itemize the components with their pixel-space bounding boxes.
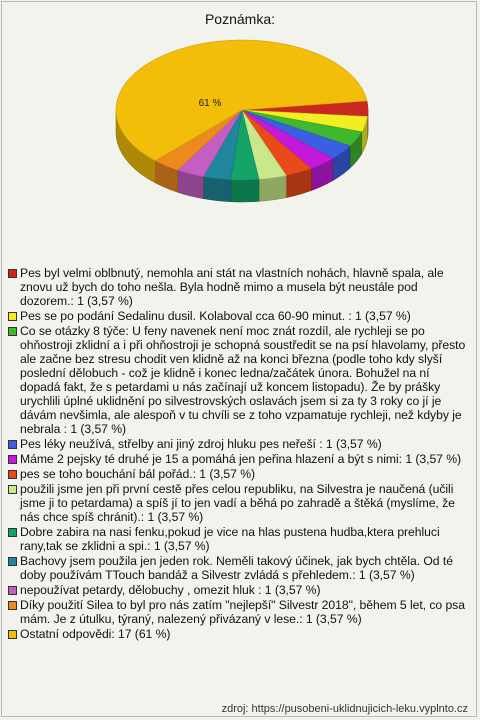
pie-slice-side (203, 177, 231, 202)
legend-swatch (8, 470, 17, 479)
legend-swatch (8, 586, 17, 595)
legend-swatch (8, 312, 17, 321)
legend-swatch (8, 528, 17, 537)
pie-chart (0, 30, 480, 250)
legend-label: Dobre zabira na nasi fenku,pokud je vice na hlas pustena hudba,ktera prehluci rany,tak se zklidni a spi.: 1 (3,57 %) (20, 525, 440, 553)
legend-item (8, 627, 472, 641)
legend-item (8, 324, 472, 436)
pie-slice-side (231, 179, 259, 202)
legend-item (8, 309, 472, 323)
legend-label: Pes léky neužívá, střelby ani jiný zdroj hluku pes neřeší : 1 (3,57 %) (20, 437, 382, 451)
legend-label: použili jsme jen při první cestě přes celou republiku, na Silvestra je naučená (učili jsme ji to petardama) a spíš jí to jen vadí a běhá po zahradě a štěká (myslíme, že nás chce spíš chránit).: 1 (3,57 %) (20, 482, 455, 524)
legend-item (8, 554, 472, 582)
legend-swatch (8, 455, 17, 464)
legend-swatch (8, 485, 17, 494)
legend-item (8, 467, 472, 481)
legend-item (8, 437, 472, 451)
legend-label: nepoužívat petardy, dělobuchy , omezit hluk : 1 (3,57 %) (20, 583, 321, 597)
legend (8, 266, 472, 642)
legend-label: Co se otázky 8 týče: U feny navenek není moc znát rozdíl, ale rychleji se po ohňostroji zklidní a i při ohňostroji je schopná soustředit se na psí hlavolamy, přesto ale začne bez stresu chodit ven klidně až na konci března (podle toho kdy slyší poslední dělobuch - což je klidně i konec ledna/začátek února. Bohužel na ní dopadá fakt, že s petardami u nás začínají už koncem listopadu). Že by prášky urychlili úplné uklidnění po silvestrovských oslavách jsem si za ty 3 roky co jí je dávám nevšimla, ale alespoň v tu chvíli se z toho vzpamatuje rychleji, než kdyby je nebrala : 1 (3,57 %) (20, 324, 466, 436)
legend-swatch (8, 440, 17, 449)
pie-data-label: 61 % (198, 98, 222, 109)
legend-item (8, 598, 472, 626)
legend-label: Díky použití Silea to byl pro nás zatím "nejlepší" Silvestr 2018", během 5 let, co psa mám. Je z útulku, týraný, nalezený přivázaný v lese.: 1 (3,57 %) (20, 598, 465, 626)
legend-label: Máme 2 pejsky té druhé je 15 a pomáhá jen peřina hlazení a být s nimi: 1 (3,57 %) (20, 452, 462, 466)
legend-swatch (8, 630, 17, 639)
legend-item (8, 482, 472, 524)
legend-swatch (8, 557, 17, 566)
legend-label: Ostatní odpovědi: 17 (61 %) (20, 627, 171, 641)
legend-swatch (8, 269, 17, 278)
legend-item (8, 583, 472, 597)
legend-label: Bachovy jsem použila jen jeden rok. Neměli takový účinek, jak bych chtěla. Od té doby používám TTouch bandáž a Silvestr zvládá s přehledem.: 1 (3,57 %) (20, 554, 453, 582)
chart-title: Poznámka: (204, 11, 276, 27)
legend-swatch (8, 601, 17, 610)
legend-label: pes se toho bouchání bál pořád.: 1 (3,57 %) (20, 467, 255, 481)
legend-swatch (8, 327, 17, 336)
pie-slice-side (259, 176, 286, 202)
legend-label: Pes byl velmi oblbnutý, nemohla ani stát na vlastních nohách, hlavně spala, ale znovu už bych do toho nešla. Byla hodně mimo a musela být neustále pod dozorem.: 1 (3,57 %) (20, 266, 444, 308)
legend-item (8, 452, 472, 466)
legend-item (8, 525, 472, 553)
legend-item (8, 266, 472, 308)
source-note: zdroj: https://pusobeni-uklidnujicich-leku.vyplnto.cz (221, 703, 468, 715)
legend-label: Pes se po podání Sedalinu dusil. Kolaboval cca 60-90 minut. : 1 (3,57 %) (20, 309, 411, 323)
